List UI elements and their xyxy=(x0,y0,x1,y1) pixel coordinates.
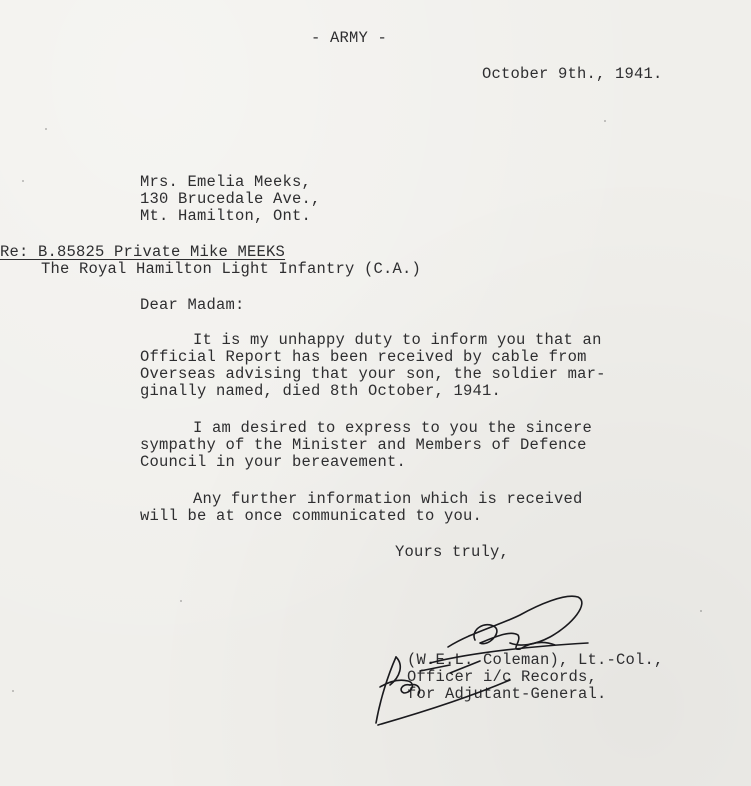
body-line: ginally named, died 8th October, 1941. xyxy=(140,382,502,400)
body-line: Any further information which is received xyxy=(193,490,583,508)
letter-date: October 9th., 1941. xyxy=(482,65,663,83)
paper-speck xyxy=(604,120,606,122)
body-line: sympathy of the Minister and Members of Defence xyxy=(140,436,587,454)
body-line: Overseas advising that your son, the soldier mar- xyxy=(140,365,606,383)
body-line: Council in your bereavement. xyxy=(140,453,407,471)
body-line: I am desired to express to you the sincere xyxy=(193,419,593,437)
recipient-city: Mt. Hamilton, Ont. xyxy=(140,207,312,225)
paper-speck xyxy=(45,128,47,130)
reference-line-1: Re: B.85825 Private Mike MEEKS xyxy=(0,243,286,261)
body-line: It is my unhappy duty to inform you that an xyxy=(193,331,602,349)
body-line: Official Report has been received by cable from xyxy=(140,348,587,366)
recipient-name: Mrs. Emelia Meeks, xyxy=(140,173,312,191)
paper-speck xyxy=(22,180,24,182)
recipient-street: 130 Brucedale Ave., xyxy=(140,190,321,208)
body-line: will be at once communicated to you. xyxy=(140,507,483,525)
reference-line-2: The Royal Hamilton Light Infantry (C.A.) xyxy=(41,260,422,278)
paper-speck xyxy=(700,610,702,612)
paper-speck xyxy=(12,690,14,692)
handwritten-signature xyxy=(360,585,620,735)
closing: Yours truly, xyxy=(395,543,510,561)
signature-line-1: (W.E.L. Coleman), Lt.-Col., xyxy=(407,651,664,669)
signature-line-2: Officer i/c Records, xyxy=(407,668,598,686)
salutation: Dear Madam: xyxy=(140,296,245,314)
signature-line-3: for Adjutant-General. xyxy=(407,685,607,703)
paper-speck xyxy=(180,600,182,602)
letterhead-heading: - ARMY - xyxy=(311,29,388,47)
